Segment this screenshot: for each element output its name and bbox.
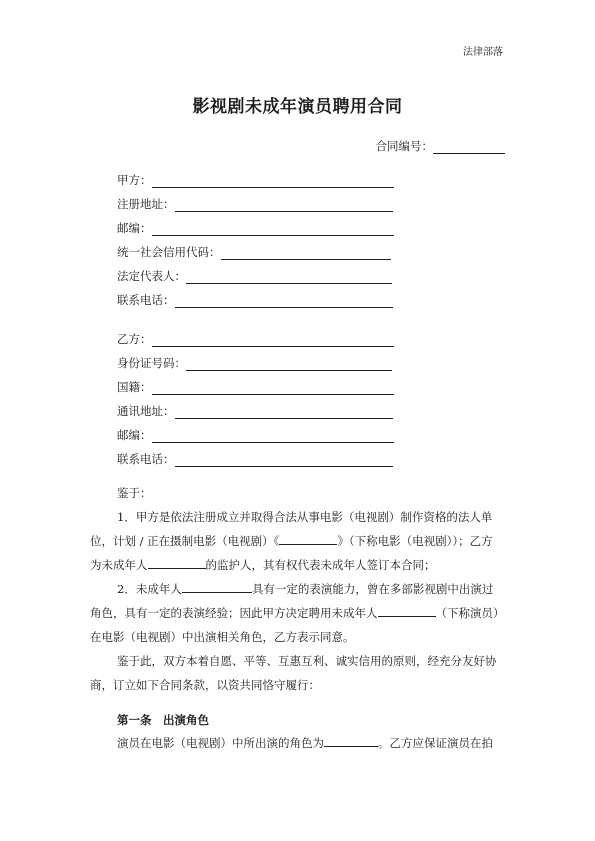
party-a-name-label: 甲方： — [117, 173, 152, 187]
recital-1-line-3 — [90, 553, 505, 577]
recital-1-line-2-text-b: 》（下称电影（电视剧））；乙方 — [337, 534, 493, 548]
party-b-id-label: 身份证号码： — [117, 356, 186, 370]
party-a-phone-blank[interactable] — [175, 295, 393, 308]
film-title-blank[interactable] — [279, 532, 337, 545]
recital-3-line-1: 鉴于此，双方本着自愿、平等、互惠互利、诚实信用的原则，经充分友好协 — [117, 654, 497, 668]
party-b-nationality-field — [117, 379, 394, 395]
role-name-blank[interactable] — [324, 734, 378, 747]
recital-2-line-1-text-b: 具有一定的表演能力，曾在多部影视剧中出演过 — [251, 582, 494, 596]
recital-2-line-1 — [90, 577, 505, 601]
recital-2-line-2-text-b: （下称演员） — [435, 606, 505, 620]
recital-1-line-1: 1．甲方是依法注册成立并取得合法从事电影（电视剧）制作资格的法人单 — [117, 510, 493, 524]
party-b-name-label: 乙方： — [117, 332, 152, 346]
contract-number-blank[interactable] — [433, 141, 505, 154]
party-a-credit-code-field — [117, 244, 391, 260]
article-1-line-1-text-a: 演员在电影（电视剧）中所出演的角色为 — [117, 736, 324, 750]
party-a-name-blank[interactable] — [152, 175, 394, 188]
party-a-credit-code-blank[interactable] — [221, 247, 391, 260]
recital-1-line-2 — [90, 529, 505, 553]
party-b-address-label: 通讯地址： — [117, 404, 175, 418]
party-a-representative-field — [117, 268, 392, 284]
party-b-id-blank[interactable] — [186, 358, 392, 371]
party-b-nationality-label: 国籍： — [117, 380, 152, 394]
party-a-credit-code-label: 统一社会信用代码： — [117, 245, 221, 259]
party-a-phone-label: 联系电话： — [117, 293, 175, 307]
party-a-postcode-label: 邮编： — [117, 221, 152, 235]
party-a-postcode-blank[interactable] — [152, 223, 394, 236]
party-b-address-field — [117, 403, 393, 419]
party-a-postcode-field — [117, 220, 394, 236]
party-b-id-field — [117, 355, 392, 371]
recital-2-line-2-text-a: 角色，具有一定的表演经验；因此甲方决定聘用未成年人 — [90, 606, 378, 620]
party-a-name-field — [117, 172, 394, 188]
minor-name-blank-3[interactable] — [378, 604, 436, 617]
recital-2-line-1-text-a: 2．未成年人 — [117, 582, 182, 596]
party-b-phone-blank[interactable] — [175, 454, 393, 467]
party-b-postcode-blank[interactable] — [152, 430, 394, 443]
minor-name-blank[interactable] — [148, 556, 206, 569]
article-1-body — [90, 731, 505, 755]
recital-1-line-2-text-a: 位，计划 / 正在摄制电影（电视剧）《 — [90, 534, 280, 548]
recital-3-line-2: 商，订立如下合同条款，以资共同恪守履行： — [90, 678, 320, 692]
recitals-heading: 鉴于： — [117, 486, 152, 500]
party-a-address-blank[interactable] — [175, 199, 393, 212]
party-a-address-field — [117, 196, 393, 212]
party-a-phone-field — [117, 292, 393, 308]
party-b-postcode-label: 邮编： — [117, 428, 152, 442]
party-b-phone-field — [117, 451, 393, 467]
party-b-nationality-blank[interactable] — [152, 382, 394, 395]
contract-number-label: 合同编号： — [375, 139, 433, 153]
party-a-representative-label: 法定代表人： — [117, 269, 186, 283]
party-b-name-blank[interactable] — [152, 334, 394, 347]
document-title: 影视剧未成年演员聘用合同 — [192, 97, 403, 117]
party-b-address-blank[interactable] — [175, 406, 393, 419]
party-b-name-field — [117, 331, 394, 347]
article-1-line-1-text-b: 。乙方应保证演员在拍 — [378, 736, 493, 750]
header-brand: 法律部落 — [463, 47, 503, 58]
article-1-heading: 第一条 出演角色 — [117, 713, 209, 727]
party-b-phone-label: 联系电话： — [117, 452, 175, 466]
party-a-representative-blank[interactable] — [186, 271, 392, 284]
party-a-address-label: 注册地址： — [117, 197, 175, 211]
recitals-section — [90, 481, 505, 697]
contract-number-field — [376, 138, 506, 154]
recital-2-line-3: 在电影（电视剧）中出演相关角色，乙方表示同意。 — [90, 630, 355, 644]
recital-1-line-3-text-a: 为未成年人 — [90, 558, 148, 572]
recital-2-line-2 — [90, 601, 505, 625]
minor-name-blank-2[interactable] — [182, 580, 252, 593]
recital-1-line-3-text-b: 的监护人，其有权代表未成年人签订本合同； — [205, 558, 436, 572]
article-1-line-1 — [90, 731, 505, 755]
party-b-postcode-field — [117, 427, 394, 443]
